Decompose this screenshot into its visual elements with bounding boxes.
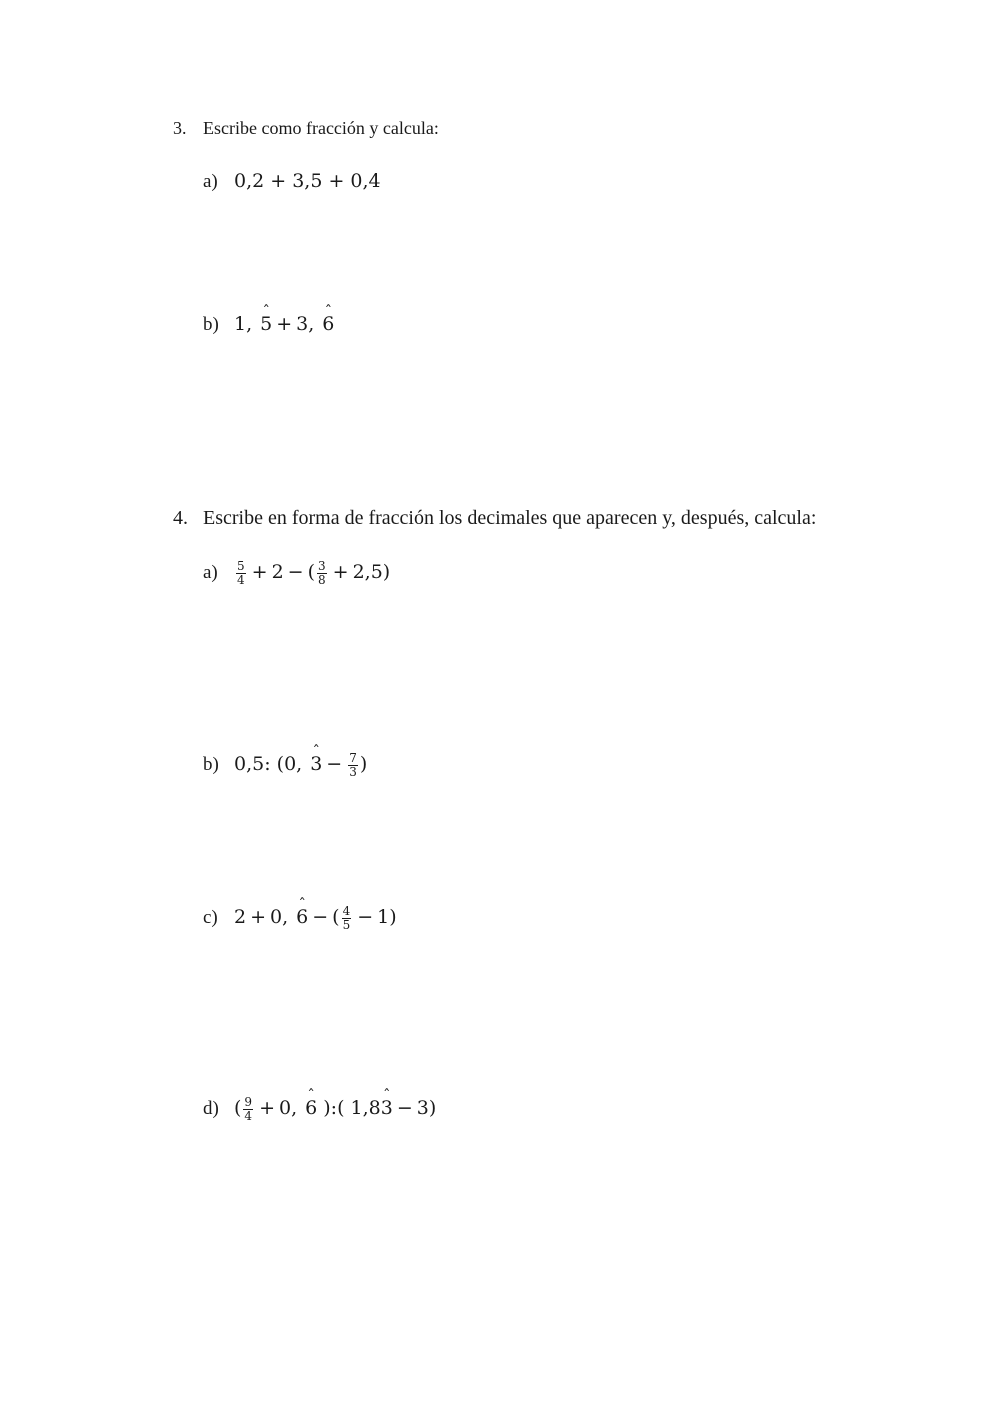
fraction: $\frac{9}{4}$	[244, 1095, 253, 1123]
fraction: $\frac{4}{5}$	[342, 904, 351, 932]
expression: 1,ˆ 5 + 3,ˆ 6	[234, 315, 334, 334]
exercise-3-number: 3.	[173, 118, 187, 138]
exercise-3-prompt: Escribe como fracción y calcula:	[203, 118, 439, 138]
expression: ( $\frac{9}{4}$ + 0,ˆ 6 ):( 1,8ˆ 3 − 3)	[234, 1096, 436, 1122]
item-label: b)	[203, 314, 219, 335]
item-label: a)	[203, 171, 218, 192]
exercise-4-heading	[173, 507, 816, 530]
fraction: $\frac{7}{3}$	[349, 751, 357, 779]
exercise-4b	[203, 752, 367, 778]
fraction: $\frac{5}{4}$	[237, 559, 245, 587]
exercise-4-number: 4.	[173, 507, 188, 529]
exercise-4d	[203, 1096, 436, 1122]
expression: 0,2 + 3,5 + 0,4	[234, 170, 381, 192]
exercise-3-heading	[173, 118, 439, 139]
fraction: $\frac{3}{8}$	[318, 559, 326, 587]
exercise-4a	[203, 560, 390, 586]
item-label: b)	[203, 754, 219, 776]
item-label: a)	[203, 562, 218, 584]
exercise-4c	[203, 905, 397, 931]
expression: 2 + 0,ˆ 6 − ( $\frac{4}{5}$ − 1)	[234, 905, 397, 931]
expression: $\frac{5}{4}$ + 2 − ( $\frac{3}{8}$ + 2,5)	[237, 559, 391, 587]
item-label: d)	[203, 1098, 219, 1120]
exercise-3a	[203, 172, 381, 191]
expression: 0,5: (0,ˆ 3 − $\frac{7}{3}$ )	[234, 752, 367, 778]
exercise-3b	[203, 315, 334, 334]
item-label: c)	[203, 907, 218, 929]
exercise-4-prompt: Escribe en forma de fracción los decimales que aparecen y, después, calcula:	[203, 507, 817, 529]
